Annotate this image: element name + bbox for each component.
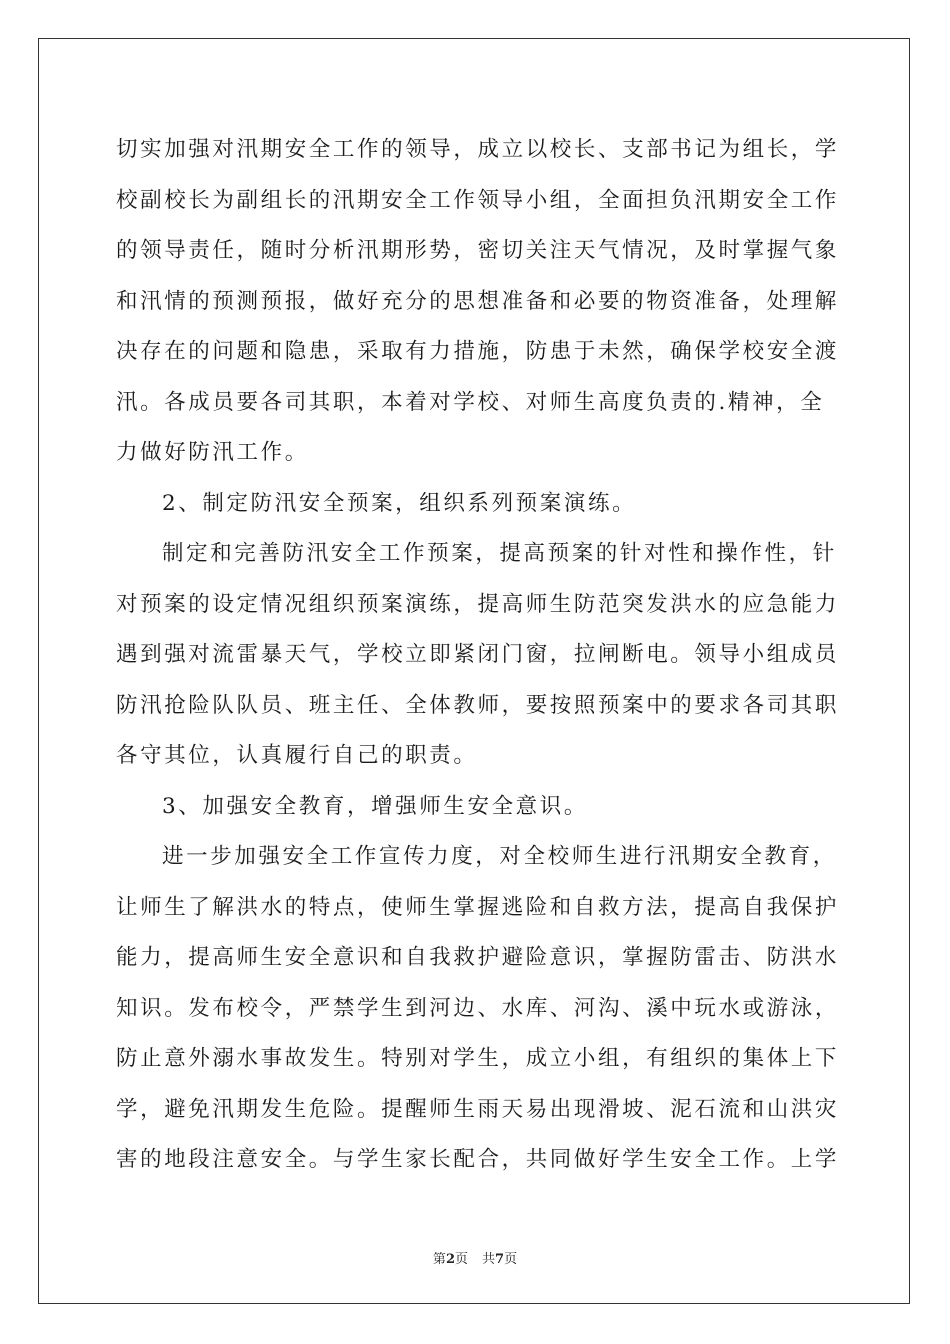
text-line: 进一步加强安全工作宣传力度，对全校师生进行汛期安全教育， [162, 844, 837, 869]
text-line: 3、加强安全教育，增强师生安全意识。 [162, 793, 588, 819]
document-body [116, 125, 840, 1186]
page-prefix: 第 [432, 1252, 446, 1267]
text-line: 制定和完善防汛安全工作预案，提高预案的针对性和操作性，针 [162, 541, 837, 566]
text-line: 2、制定防汛安全预案，组织系列预案演练。 [162, 490, 637, 516]
text-line: 学，避免汛期发生危险。提醒师生雨天易出现滑坡、泥石流和山洪灾 [116, 1096, 840, 1122]
text-line: 切实加强对汛期安全工作的领导，成立以校长、支部书记为组长，学 [116, 137, 840, 162]
text-line: 汛。各成员要各司其职，本着对学校、对师生高度负责的.精神，全 [116, 389, 825, 415]
text-line: 决存在的问题和隐患，采取有力措施，防患于未然，确保学校安全渡 [116, 339, 840, 364]
text-line: 让师生了解洪水的特点，使师生掌握逃险和自救方法，提高自我保护 [116, 894, 840, 920]
text-line: 力做好防汛工作。 [116, 440, 309, 465]
text-line: 能力，提高师生安全意识和自我救护避险意识，掌握防雷击、防洪水 [116, 945, 840, 970]
page-suffix: 页 [454, 1252, 468, 1267]
text-line: 防止意外溺水事故发生。特别对学生，成立小组，有组织的集体上下 [116, 1046, 840, 1071]
total-suffix: 页 [504, 1252, 518, 1267]
text-line: 的领导责任，随时分析汛期形势，密切关注天气情况，及时掌握气象 [116, 238, 840, 263]
text-line: 遇到强对流雷暴天气，学校立即紧闭门窗，拉闸断电。领导小组成员 [116, 642, 840, 667]
text-line: 知识。发布校令，严禁学生到河边、水库、河沟、溪中玩水或游泳， [116, 995, 840, 1021]
page-number: 2 [445, 1252, 455, 1267]
page-footer [0, 1248, 950, 1267]
text-line: 校副校长为副组长的汛期安全工作领导小组，全面担负汛期安全工作 [116, 187, 840, 213]
text-line: 防汛抢险队队员、班主任、全体教师，要按照预案中的要求各司其职 [116, 692, 840, 718]
total-pages: 7 [495, 1252, 505, 1267]
total-prefix: 共 [482, 1252, 496, 1267]
text-line: 和汛情的预测预报，做好充分的思想准备和必要的物资准备，处理解 [116, 288, 840, 314]
text-line: 对预案的设定情况组织预案演练，提高师生防范突发洪水的应急能力 [116, 591, 840, 617]
text-line: 各守其位，认真履行自己的职责。 [116, 743, 478, 768]
text-line: 害的地段注意安全。与学生家长配合，共同做好学生安全工作。上学 [116, 1147, 840, 1172]
